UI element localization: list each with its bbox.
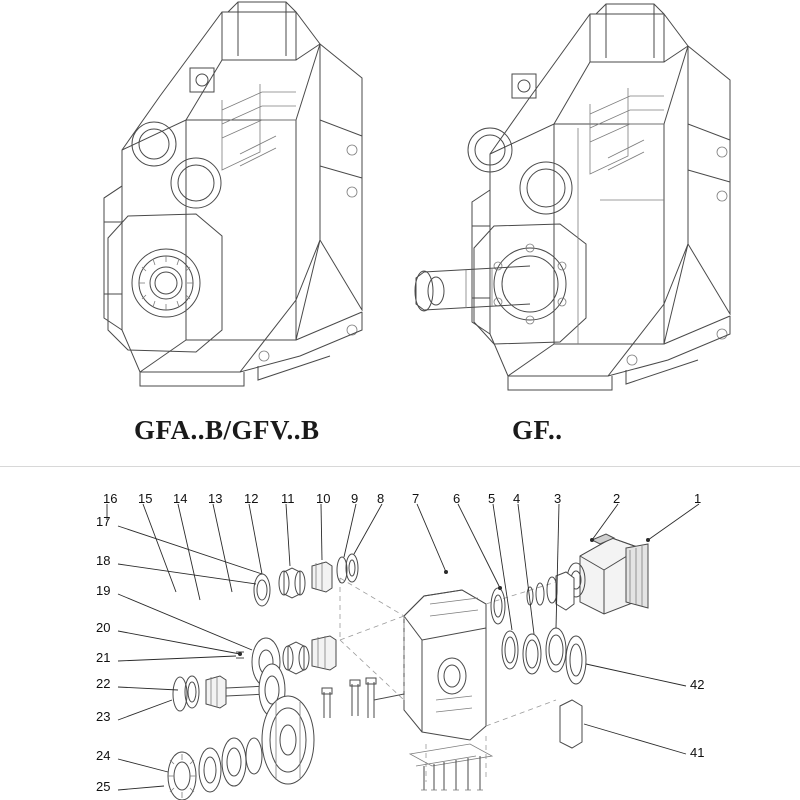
housing-part <box>404 590 486 740</box>
callout-label-18: 18 <box>96 553 111 568</box>
leader-lines-right <box>584 664 686 754</box>
callout-label-4: 4 <box>513 491 521 506</box>
gearbox-left-drawing <box>104 2 362 386</box>
large-gear-part <box>262 696 314 784</box>
base-plate-part <box>410 744 492 790</box>
callout-label-10: 10 <box>316 491 331 506</box>
gearbox-right-drawing <box>415 4 730 390</box>
callout-label-24: 24 <box>96 748 111 763</box>
callout-label-25: 25 <box>96 779 111 794</box>
shaft-gear-parts-middle <box>236 636 336 686</box>
flange-ring-parts <box>527 572 574 610</box>
callout-label-16: 16 <box>103 491 118 506</box>
shaft-gear-parts-upper <box>254 554 358 606</box>
callout-label-42: 42 <box>690 677 705 692</box>
callout-label-19: 19 <box>96 583 111 598</box>
callout-label-13: 13 <box>208 491 223 506</box>
callout-label-23: 23 <box>96 709 111 724</box>
output-shaft-parts <box>173 664 285 716</box>
bolt-parts <box>322 678 404 718</box>
callout-label-9: 9 <box>351 491 359 506</box>
exploded-view-drawing <box>107 504 699 800</box>
callout-label-6: 6 <box>453 491 461 506</box>
callout-label-3: 3 <box>554 491 562 506</box>
callout-label-41: 41 <box>690 745 705 760</box>
callout-label-14: 14 <box>173 491 188 506</box>
callout-label-11: 11 <box>281 491 295 506</box>
lower-bearing-parts <box>168 738 262 800</box>
callout-label-21: 21 <box>96 650 111 665</box>
section-divider <box>0 466 800 467</box>
callout-label-15: 15 <box>138 491 153 506</box>
callout-label-22: 22 <box>96 676 111 691</box>
callout-label-20: 20 <box>96 620 111 635</box>
caption-right: GF.. <box>512 415 563 445</box>
callout-label-7: 7 <box>412 491 420 506</box>
callout-label-5: 5 <box>488 491 496 506</box>
callout-label-17: 17 <box>96 514 111 529</box>
callout-label-8: 8 <box>377 491 385 506</box>
right-side-parts <box>560 636 586 748</box>
callout-label-2: 2 <box>613 491 621 506</box>
callout-label-1: 1 <box>694 491 702 506</box>
caption-left: GFA..B/GFV..B <box>134 415 320 445</box>
callout-label-12: 12 <box>244 491 259 506</box>
motor-adapter-part <box>567 534 648 614</box>
